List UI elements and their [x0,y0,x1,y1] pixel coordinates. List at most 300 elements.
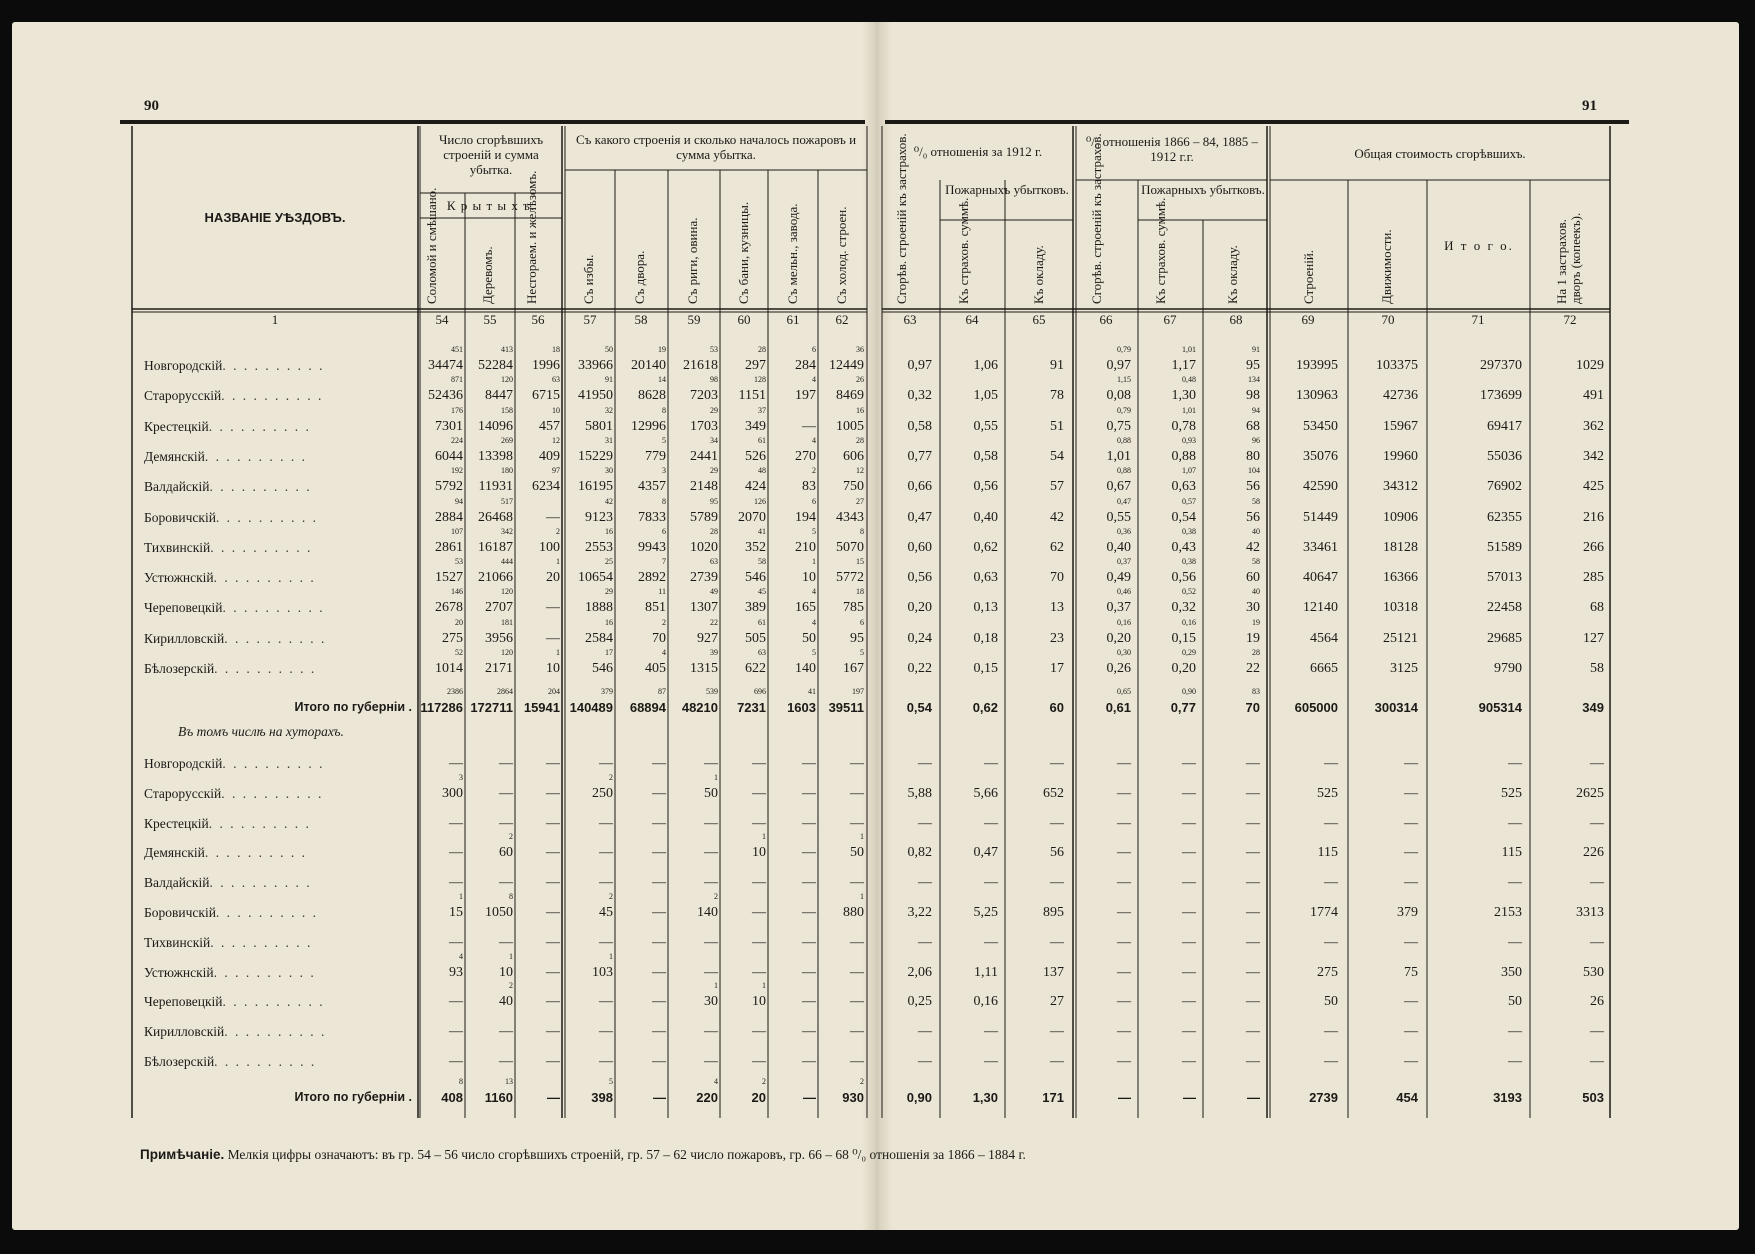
table-cell: — [499,756,513,771]
table-cell: 605000 [1294,700,1338,715]
table-cell: 10 [802,570,816,586]
column-number: 55 [483,312,497,327]
table-cell: — [1246,875,1260,891]
table-cell: 95 [1246,358,1260,373]
leader-dots: . . . . . . . . . . [204,845,307,861]
table-cell: 0,66 [907,479,932,495]
table-cell: — [1183,1090,1196,1105]
table-cell: — [1324,756,1338,771]
table-cell: 10318 [1383,600,1418,616]
table-cell: 297370 [1480,358,1522,373]
small-figure: 1 [459,892,463,901]
table-cell: 117286 [420,700,463,715]
table-cell: — [752,905,766,920]
table-cell: — [449,875,463,891]
table-cell: 1,30 [972,1090,998,1105]
table-cell: — [850,1024,864,1040]
table-cell: — [802,964,816,980]
table-cell: 0,97 [907,358,932,373]
small-figure: 8 [459,1077,463,1086]
table-cell: 0,77 [1170,700,1196,715]
table-cell: 5792 [435,479,463,495]
small-figure: 2 [762,1077,766,1086]
footnote-text: Мелкія цифры означаютъ: въ гр. 54 – 56 число сгорѣвшихъ строеній, гр. 57 – 62 число пожаровъ, гр. 66 – 68 ⁰/₀ отношенія за 1866 – 1884 г. [227,1147,1026,1162]
small-figure: 4 [812,617,816,627]
small-figure: 204 [548,687,560,696]
small-figure: 7 [662,557,666,567]
small-figure: 50 [605,345,613,354]
table-cell: 10 [546,661,560,676]
table-cell: — [1050,934,1064,950]
small-figure: 13 [505,1077,513,1086]
table-cell: — [599,994,613,1010]
small-figure: 180 [501,466,513,476]
table-cell: 115 [1501,845,1522,861]
table-cell: 297 [745,358,766,373]
small-figure: 36 [856,345,864,354]
table-cell: 0,55 [973,418,998,434]
table-cell: 29685 [1487,630,1522,646]
table-cell: — [499,934,513,950]
table-cell: 165 [795,600,816,616]
small-figure: 61 [758,435,766,445]
leader-dots: . . . . . . . . . . [215,509,319,525]
table-cell: 10 [752,994,766,1010]
table-cell: 2892 [638,570,666,586]
small-figure: 0,47 [1117,496,1131,506]
leader-dots: . . . . . . . . . . [209,875,312,891]
table-cell: 70 [1245,700,1260,715]
table-cell: 3956 [485,630,513,646]
small-figure: 6 [662,526,666,536]
table-cell: 51449 [1303,509,1338,525]
table-cell: — [1182,905,1196,920]
small-figure: 128 [754,375,766,385]
small-figure: 1,01 [1182,345,1196,354]
small-figure: 2 [812,466,816,476]
table-cell: — [599,1054,613,1069]
table-cell: 130963 [1296,388,1338,404]
table-cell: 503 [1582,1090,1604,1105]
district-label: Итого по губерніи [294,1090,406,1104]
table-cell: 4564 [1310,630,1338,646]
table-cell: — [1117,1024,1131,1040]
small-figure: 97 [552,466,560,476]
table-cell: 5801 [585,418,613,434]
table-cell: 0,37 [1106,600,1131,616]
table-cell: 0,62 [973,539,998,555]
small-figure: 16 [605,526,613,536]
table-cell: — [1246,1054,1260,1069]
table-cell: 226 [1583,845,1604,861]
table-cell: 220 [696,1090,718,1105]
table-cell: 1160 [484,1090,513,1105]
table-cell: — [652,934,666,950]
table-cell: 905314 [1478,700,1522,715]
column-number: 63 [903,312,917,327]
small-figure: 11 [658,587,666,597]
table-cell: 270 [795,448,816,464]
district-label: Старорусскій [144,388,222,404]
district-label: Боровичскій [144,509,216,525]
small-figure: 63 [710,557,718,567]
small-figure: 539 [706,687,718,696]
district-name [144,1054,316,1070]
table-cell: 171 [1042,1090,1064,1105]
table-cell: 12140 [1303,600,1338,616]
small-figure: 31 [605,435,613,445]
table-cell: 173699 [1480,388,1522,404]
district-name [144,540,312,556]
table-cell: 454 [1396,1090,1418,1105]
table-cell: — [1324,1054,1338,1069]
small-figure: 0,48 [1182,375,1196,385]
table-cell: — [1246,815,1260,831]
table-cell: 4357 [638,479,666,495]
table-cell: 13398 [478,448,513,464]
table-cell: 39511 [828,700,864,715]
table-cell: 12449 [829,358,864,373]
small-figure: 2 [509,832,513,842]
table-cell: 10 [499,964,513,980]
small-figure: 0,38 [1182,557,1196,567]
table-cell: 425 [1583,479,1604,495]
small-figure: 451 [451,345,463,354]
district-label: Старорусскій [144,785,222,801]
table-cell: — [599,875,613,891]
table-cell: — [1050,756,1064,771]
small-figure: 146 [451,587,463,597]
table-cell: — [1182,964,1196,980]
header-nonflam: Несгораем. и желѣзомъ. [524,170,539,304]
table-cell: — [704,815,718,831]
small-figure: 30 [605,466,613,476]
small-figure: 0,93 [1182,435,1196,445]
small-figure: 83 [1252,687,1260,696]
table-cell: 10 [752,845,766,861]
table-cell: — [984,934,998,950]
table-cell: — [850,964,864,980]
district-name [144,600,325,616]
small-figure: 120 [501,587,513,597]
table-cell: 50 [850,845,864,861]
table-cell: 78 [1050,388,1064,404]
table-cell: 0,63 [973,570,998,586]
table-cell: 51589 [1487,539,1522,555]
small-figure: 1 [556,648,560,657]
section-label: Въ томъ числѣ на хуторахъ. [178,724,344,739]
column-number: 64 [965,312,979,327]
table-cell: — [546,600,560,616]
small-figure: 871 [451,375,463,385]
small-figure: 2864 [497,687,513,696]
small-figure: 517 [501,496,513,506]
table-cell: — [652,1024,666,1040]
table-cell: — [1404,934,1418,950]
table-cell: 0,61 [1105,700,1131,715]
table-cell: 3125 [1390,661,1418,676]
table-cell: 1,06 [973,358,998,373]
table-cell: 100 [539,539,560,555]
table-cell: 342 [1583,448,1604,464]
small-figure: 0,29 [1182,648,1196,657]
small-figure: 17 [605,648,613,657]
small-figure: 14 [658,375,666,385]
table-cell: 1,17 [1171,358,1196,373]
table-cell: — [1117,756,1131,771]
table-cell: 1774 [1310,905,1338,920]
small-figure: 16 [605,617,613,627]
table-cell: 350 [1501,964,1522,980]
small-figure: 2 [714,892,718,901]
small-figure: 5 [812,648,816,657]
table-cell: — [653,1090,666,1105]
table-cell: — [449,845,463,861]
table-cell: — [918,756,932,771]
table-cell: 13 [1050,600,1064,616]
small-figure: 16 [856,405,864,415]
small-figure: 413 [501,345,513,354]
header-burned-insured-range: Сгорѣв. строеній къ застрахов. [1089,133,1104,304]
table-cell: — [1050,1024,1064,1040]
table-cell: — [546,964,560,980]
table-cell: 9943 [638,539,666,555]
table-cell: — [1508,1024,1522,1040]
table-cell: — [1182,845,1196,861]
table-cell: — [652,964,666,980]
table-cell: — [1324,815,1338,831]
small-figure: 1 [762,981,766,991]
table-cell: — [1117,994,1131,1010]
table-cell: — [704,1024,718,1040]
small-figure: 126 [754,496,766,506]
table-cell: — [752,815,766,831]
table-cell: — [918,934,932,950]
table-cell: 405 [645,661,666,676]
small-figure: 0,79 [1117,405,1131,415]
district-label: Тихвинскій [144,539,211,555]
table-cell: 6044 [435,448,463,464]
small-figure: 58 [758,557,766,567]
table-cell: 895 [1043,905,1064,920]
header-wood: Деревомъ. [480,246,495,304]
table-cell: 26468 [478,509,513,525]
small-figure: 63 [552,375,560,385]
table-cell: 0,47 [907,509,932,525]
table-cell: 50 [1508,994,1522,1010]
small-figure: 2 [509,981,513,991]
table-cell: 20 [546,570,560,586]
table-cell: 42 [1050,509,1064,525]
table-cell: — [704,875,718,891]
table-cell: — [1246,994,1260,1010]
small-figure: 94 [1252,405,1260,415]
table-cell: 68894 [629,700,666,715]
table-cell: 0,88 [1171,448,1196,464]
small-figure: 6 [812,345,816,354]
table-cell: 530 [1583,964,1604,980]
district-name [144,786,323,802]
leader-dots: . . . . . . . . . . [222,994,325,1010]
small-figure: 61 [758,617,766,627]
table-cell: — [652,905,666,920]
table-cell: 33461 [1303,539,1338,555]
column-number: 72 [1563,312,1577,327]
small-figure: 8 [662,405,666,415]
table-cell: — [499,815,513,831]
small-figure: 2 [609,892,613,901]
small-figure: 444 [501,557,513,567]
table-cell: 408 [441,1090,463,1105]
column-number: 66 [1099,312,1113,327]
table-cell: 0,18 [973,630,998,646]
table-cell: 115 [1317,845,1338,861]
table-cell: — [546,630,560,646]
header-itogo: И т о г о. [1444,238,1514,253]
table-cell: — [802,418,816,434]
table-cell: 93 [449,964,463,980]
small-figure: 0,36 [1117,526,1131,536]
table-cell: 30 [1246,600,1260,616]
table-cell: — [1246,845,1260,861]
table-cell: 1020 [690,539,718,555]
table-cell: 80 [1246,448,1260,464]
table-cell: 140 [697,905,718,920]
table-cell: — [1404,1024,1418,1040]
district-name [144,358,324,374]
table-cell: — [652,815,666,831]
table-cell: 95 [850,630,864,646]
table-cell: 8628 [638,388,666,404]
district-name [144,756,324,772]
table-cell: 389 [745,600,766,616]
small-figure: 8 [509,892,513,901]
table-cell: 68 [1246,418,1260,434]
table-cell: 2625 [1576,785,1604,801]
small-figure: 0,16 [1182,617,1196,627]
table-cell: — [1404,756,1418,771]
table-cell: — [546,509,560,525]
table-cell: — [1590,756,1604,771]
header-holod: Съ холод. строен. [834,206,849,304]
small-figure: 4 [662,648,666,657]
table-cell: — [752,964,766,980]
table-cell: 1,30 [1171,388,1196,404]
table-cell: 83 [802,479,816,495]
small-figure: 22 [710,617,718,627]
table-cell: — [1404,815,1418,831]
table-cell: 457 [539,418,560,434]
table-cell: 546 [745,570,766,586]
table-cell: — [599,934,613,950]
header-group-origin: Съ какого строенія и сколько началось пожаровъ и сумма убытка. [575,132,857,162]
table-cell: 60 [1246,570,1260,586]
table-cell: — [1324,934,1338,950]
table-cell: 851 [645,600,666,616]
table-cell: 546 [592,661,613,676]
table-cell: — [449,1054,463,1069]
table-cell: 525 [1501,785,1522,801]
district-label: Тихвинскій [144,934,211,950]
table-cell: 3193 [1493,1090,1522,1105]
table-cell: 0,49 [1106,570,1131,586]
small-figure: 0,52 [1182,587,1196,597]
table-cell: 2584 [585,630,613,646]
table-cell: 25121 [1383,630,1418,646]
table-cell: — [704,934,718,950]
table-cell: 1,01 [1106,448,1131,464]
small-figure: 12 [552,435,560,445]
table-cell: — [546,1054,560,1069]
district-label: Кирилловскій [144,1024,225,1040]
table-cell: — [1324,1024,1338,1040]
district-label: Бѣлозерскій [144,661,215,676]
table-cell: — [1508,815,1522,831]
leader-dots: . . . . . . . . . . [214,661,317,676]
table-cell: 53450 [1303,418,1338,434]
small-figure: 41 [808,687,816,696]
table-cell: 62 [1050,539,1064,555]
district-name [144,510,318,526]
table-cell: — [1508,934,1522,950]
leader-dots: . . . . . . . . . . [210,934,313,950]
small-figure: 98 [710,375,718,385]
table-cell: 275 [1317,964,1338,980]
small-figure: 4 [714,1077,718,1086]
table-cell: 300 [442,785,463,801]
table-cell: 91 [1050,358,1064,373]
table-cell: — [1246,785,1260,801]
small-figure: 32 [605,405,613,415]
small-figure: 4 [812,375,816,385]
table-cell: — [1508,756,1522,771]
district-name [144,631,326,647]
table-cell: 1527 [435,570,463,586]
table-cell: 20 [751,1090,766,1105]
table-cell: 15 [449,905,463,920]
table-cell: 0,15 [973,661,998,676]
table-cell: 18128 [1383,539,1418,555]
small-figure: 3 [459,772,463,782]
table-cell: 0,77 [907,448,932,464]
table-cell: — [1246,934,1260,950]
table-cell: 362 [1583,418,1604,434]
table-cell: 300314 [1374,700,1418,715]
small-figure: 6 [812,496,816,506]
district-name [150,700,412,714]
table-cell: 0,63 [1171,479,1196,495]
table-cell: 0,40 [973,509,998,525]
table-cell: 2148 [690,479,718,495]
district-label: Бѣлозерскій [144,1054,215,1069]
table-cell: 250 [592,785,613,801]
table-cell: 19 [1246,630,1260,646]
table-cell: 51 [1050,418,1064,434]
small-figure: 19 [1252,617,1260,627]
right-page-number: 91 [1582,98,1597,114]
small-figure: 95 [710,496,718,506]
small-figure: 94 [455,496,463,506]
header-to-salary-1912: Къ окладу. [1031,245,1046,304]
table-cell: 16187 [478,539,513,555]
district-label: Итого по губерніи [294,700,406,714]
table-cell: 0,40 [1106,539,1131,555]
footnote [140,1147,1026,1163]
small-figure: 192 [451,466,463,476]
table-cell: — [1182,875,1196,891]
table-cell: 50 [802,630,816,646]
table-cell: 48210 [681,700,718,715]
